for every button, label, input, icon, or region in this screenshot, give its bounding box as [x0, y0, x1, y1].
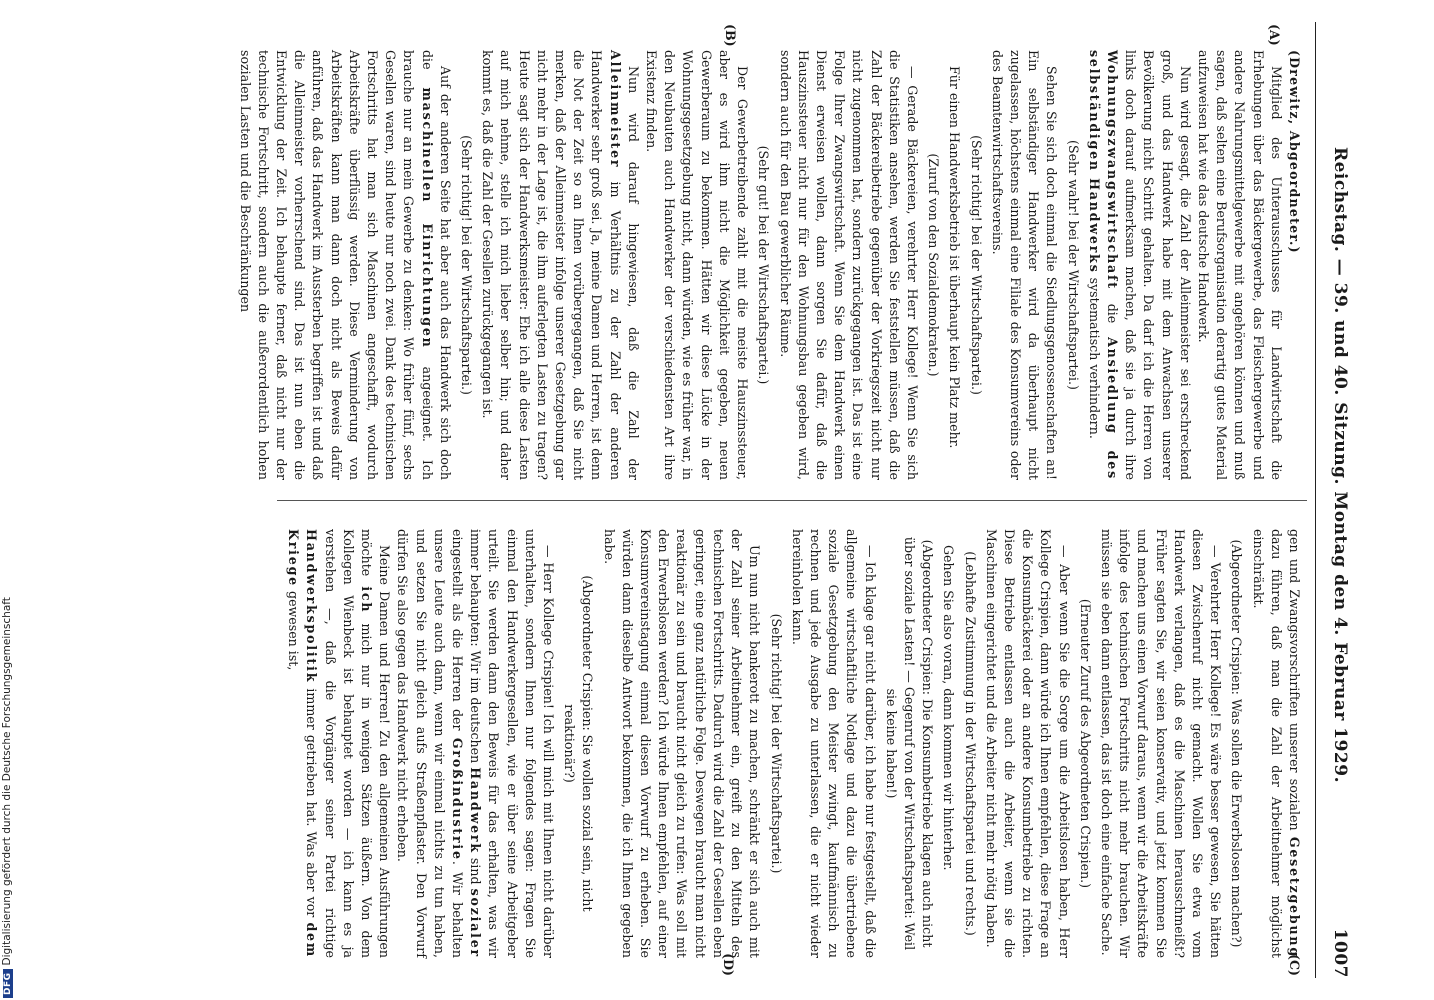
- document-page: [134, 0, 1434, 1000]
- left-column: [237, 22, 1307, 500]
- page-number: 1007: [1330, 928, 1350, 978]
- interjection: (Abgeordneter Crispien: Sie wollen sozial sein, nicht reaktionär?): [562, 575, 596, 912]
- running-head-title: Reichstag. — 39. und 40. Sitzung. Montag den 4. Februar 1929.: [1330, 146, 1350, 783]
- paragraph: Nun wird gesagt, die Zahl der Alleinmeister sei erschreckend groß, und das Handwerk habe mit dem Anwachsen unserer Bevölkerung nicht Schritt gehalten. Da darf ich die Herren von links doch darauf aufmerksam machen, daß sie ja durch ihre Wohnungszwangswirtschaft die Ansiedlung des selbständigen Handwerks systematisch verhindern.: [1086, 50, 1193, 480]
- interjection: (Sehr richtig! bei der Wirtschaftspartei.): [768, 613, 784, 874]
- interjection: (Erneuter Zuruf des Abgeordneten Crispien.): [1077, 598, 1093, 889]
- right-column: [277, 500, 1307, 978]
- funding-credit: [1, 597, 13, 998]
- interjection: (Lebhafte Zustimmung in der Wirtschaftspartei und rechts.): [962, 551, 978, 936]
- interjection: (Sehr wahr! bei der Wirtschaftspartei.): [1065, 140, 1081, 390]
- paragraph: — Ich klage gar nicht darüber, ich habe nur festgestellt, daß die allgemeine wirtschaftliche Notlage und dazu die übertriebene soziale Gesetzgebung den Meister zwingt, kaufmännisch zu rechnen und jede Ausgabe zu unterlassen, die er nicht wieder hereinholen kann.: [789, 529, 878, 958]
- margin-letter-d: (D): [721, 953, 736, 976]
- interjection: (Sehr richtig! bei der Wirtschaftspartei.): [459, 135, 475, 395]
- paragraph: Mitglied des Unterausschusses für Landwirtschaft die Erhebungen über das Bäckergewerbe, das Fleischergewerbe und andere Nahrungsmittelgewerbe mit angehören können und muß sagen, daß selten eine Berufsorganisation derartig gutes Material aufzuweisen hat wie das deutsche Handwerk.: [1195, 50, 1284, 480]
- paragraph: Meine Damen und Herren! Zu den allgemeinen Ausführungen möchte ich mich nur in wenigen Sätzen äußern. Von dem Kollegen Wienbeck ist behauptet worden — ich kann es ja verstehen —, daß die Vorgänger seiner Partei richtige Handwerkspolitik immer getrieben hat. Was aber vor dem Kriege gewesen ist,: [286, 529, 393, 958]
- interjection: (Abgeordneter Crispien: Was sollen die Erwerbslosen machen?): [1229, 539, 1245, 948]
- margin-letter-c: (C): [1287, 954, 1302, 976]
- paragraph: Für einen Handwerksbetrieb ist überhaupt kein Platz mehr.: [947, 66, 963, 449]
- text-columns: [237, 22, 1307, 978]
- dfg-logo: DFG: [3, 969, 13, 998]
- interjection: (Abgeordneter Crispien: Die Konsumbetriebe klagen auch nicht über soziale Lasten! — Gegenruf von der Wirtschaftspartei: Weil sie keine haben!): [883, 536, 936, 951]
- paragraph: — Aber wenn Sie die Sorge um die Arbeitslosen haben, Herr Kollege Crispien, dann würde ich Ihnen empfehlen, diese Frage an die Konsumbäckerei oder an andere Konsumbetriebe zu richten. Diese Betriebe entlassen auch die Arbeiter, wenn sie die Maschinen eingerichtet und die Arbeiter nicht mehr nötig haben.: [983, 529, 1072, 958]
- interjection: (Zuruf von den Sozialdemokraten.): [926, 153, 942, 377]
- paragraph: Nun wird darauf hingewiesen, daß die Zahl der Alleinmeister im Verhältnis zu der Zahl der anderen Handwerker sehr groß sei. Ja, meine Damen und Herren, ist denn die Not der Zeit so an Ihnen vorübergegangen, daß Sie nicht merken, daß der Alleinmeister infolge unserer Gesetzgebung gar nicht mehr in der Lage ist, die ihm auferlegten Lasten zu tragen? Heute sagt sich der Handwerksmeister: Ehe ich alle diese Lasten auf mich nehme, stelle ich mich lieber selber hin; und daher kommt es, daß die Zahl der Gesellen zurückgegangen ist.: [480, 50, 641, 481]
- funding-credit-text: Digitalisierung gefördert durch die Deutsche Forschungsgemeinschaft: [1, 597, 13, 966]
- interjection: (Sehr gut! bei der Wirtschaftspartei.): [756, 145, 772, 385]
- paragraph: — Verehrter Herr Kollege! Es wäre besser gewesen, Sie hätten diesen Zwischenruf nicht gemacht. Wollen Sie etwa vom Handwerk verlangen, daß es die Maschinen herausschmeißt? Früher sagten Sie, wir seien konservativ, und jetzt kommen Sie und machen uns einen Vorwurf daraus, wenn wir die Arbeitskräfte infolge des technischen Fortschritts nicht mehr brauchen. Wir müssen sie eben dann entlassen, das ist doch eine einfache Sache.: [1098, 529, 1224, 958]
- footer-strip: [0, 0, 22, 1000]
- paragraph: [1285, 50, 1303, 480]
- paragraph: Der Gewerbetreibende zahlt mit die meiste Hauszinssteuer, aber es wird ihm nicht die Möglichkeit gegeben, neuen Gewerberaum zu bekommen. Hätten wir diese Lücke in der Wohnungsgesetzgebung nicht, dann würden, wie es früher war, in den Neubauten auch Handwerker der verschiedensten Art ihre Existenz finden.: [644, 50, 751, 480]
- margin-letter-a: (A): [1267, 24, 1282, 46]
- paragraph: Um nun nicht bankerott zu machen, schränkt er sich auch mit der Zahl seiner Arbeitnehmer ein, greift zu den Mitteln des technischen Fortschritts. Dadurch wird die Zahl der Gesellen eben geringer, eine ganz natürliche Folge. Deswegen braucht man nicht reaktionär zu sein und braucht nicht gleich zu rufen: Was soll mit den Erwerbslosen werden? Ich würde Ihnen empfehlen, auf einer Konsumvereinstagung einmal diesen Vorwurf zu erheben. Sie würden dann dieselbe Antwort bekommen, die ich Ihnen gegeben habe.: [601, 529, 763, 958]
- paragraph: — Gerade Bäckereien, verehrter Herr Kollege! Wenn Sie sich die Statistiken ansehen, werden Sie feststellen müssen, daß die Zahl der Bäckereibetriebe gegenüber der Vorkriegszeit nicht nur nicht zugenommen hat, sondern zurückgegangen ist. Das ist eine Folge Ihrer Zwangswirtschaft. Wenn Sie dem Handwerk einen Dienst erweisen wollen, dann sorgen Sie dafür, daß die Hauszinssteuer nicht nur für den Wohnungsbau gegeben wird, sondern auch für den Bau gewerblicher Räume.: [777, 50, 920, 480]
- running-head: [1315, 22, 1356, 978]
- speaker-name: (Drewitz, Abgeordneter.): [1287, 50, 1302, 254]
- paragraph: Auf der anderen Seite hat aber auch das Handwerk sich doch die maschinellen Einrichtungen angeeignet. Ich brauche nur an mein Gewerbe zu denken: Wo früher fünf, sechs Gesellen waren, sind heute nur noch zwei. Dank des technischen Fortschritts hat man sich Maschinen angeschafft, wodurch Arbeitskräfte überflüssig werden. Diese Verminderung von Arbeitskräften kann man dann doch nicht als Beweis dafür anführen, daß das Handwerk im Aussterben begriffen ist und daß die Alleinmeister vorherrschend sind. Das ist nun eben die Entwicklung der Zeit. Ich behaupte ferner, daß nicht nur der technische Fortschritt, sondern auch die außerordentlich hohen sozialen Lasten und die Beschränkungen: [237, 50, 453, 480]
- margin-letter-b: (B): [723, 24, 738, 47]
- paragraph: — Herr Kollege Crispien! Ich will mich mit Ihnen nicht darüber unterhalten, sondern Ihnen nur folgendes sagen: Fragen Sie einmal den Handwerkergesellen, wie er über seine Arbeitgeber urteilt. Sie werden dann den Beweis für das erhalten, was wir immer behaupten: Wir im deutschen Handwerk sind sozialer eingestellt als die Herren der Großindustrie. Wir behalten unsere Leute auch dann, wenn wir einmal nichts zu tun haben, und setzen Sie nicht gleich aufs Straßenpflaster. Den Vorwurf dürfen Sie also gegen das Handwerk nicht erheben.: [395, 529, 557, 958]
- interjection: (Sehr richtig! bei der Wirtschaftspartei.): [968, 135, 984, 395]
- paragraph: gen und Zwangsvorschriften unserer sozialen Gesetzgebung dazu führen, daß man die Zahl der Arbeitnehmer möglichst einschränkt.: [1250, 529, 1302, 958]
- paragraph: Gehen Sie also voran, dann kommen wir hinterher.: [941, 545, 957, 871]
- paragraph: Sehen Sie sich doch einmal die Siedlungsgenossenschaften an! Ein selbständiger Handwerker wird da überhaupt nicht zugelassen, höchstens einmal eine Filiale des Konsumvereins oder des Beamtenwirtschaftsvereins.: [989, 50, 1060, 480]
